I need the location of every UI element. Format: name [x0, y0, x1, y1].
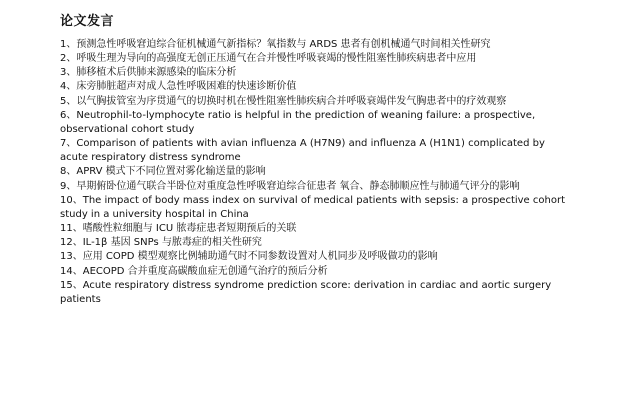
list-item: 1、预测急性呼吸窘迫综合征机械通气新指标？氧指数与 ARDS 患者有创机械通气时间相关性研究 [60, 39, 491, 50]
section-heading: 论文发言 [60, 14, 115, 29]
list-item: 5、以气胸拔管室为序贯通气的切换时机在慢性阻塞性肺疾病合并呼吸衰竭伴发气胸患者中的疗效观察 [60, 95, 507, 107]
list-item: 8、APRV 模式下不同位置对雾化输送量的影响 [60, 166, 266, 178]
list-item: 7、Comparison of patients with avian influenza A (H7N9) and influenza A (H1N1) complicated by acute respiratory distress syndrome [60, 138, 545, 164]
list-item: 15、Acute respiratory distress syndrome prediction score: derivation in cardiac and aortic surgery patients [60, 279, 552, 305]
paper-list [60, 38, 565, 307]
list-item: 11、嗜酸性粒细胞与 ICU 脓毒症患者短期预后的关联 [60, 223, 297, 235]
list-item: 4、床旁肺脏超声对成人急性呼吸困难的快速诊断价值 [60, 81, 297, 93]
list-item: 10、The impact of body mass index on survival of medical patients with sepsis: a prospective cohort study in a university hospital in China [60, 194, 565, 220]
list-item: 2、呼吸生理为导向的高强度无创正压通气在合并慢性呼吸衰竭的慢性阻塞性肺疾病患者中应用 [60, 53, 477, 65]
list-item: 12、IL-1β 基因 SNPs 与脓毒症的相关性研究 [60, 237, 262, 249]
list-item: 13、应用 COPD 模型观察比例辅助通气时不同参数设置对人机同步及呼吸做功的影响 [60, 251, 438, 263]
list-item: 6、Neutrophil-to-lymphocyte ratio is helpful in the prediction of weaning failure: a prospective, observational cohort study [60, 109, 536, 135]
list-item: 3、肺移植术后供肺来源感染的临床分析 [60, 67, 237, 79]
list-item: 14、AECOPD 合并重度高碳酸血症无创通气治疗的预后分析 [60, 265, 328, 277]
list-item: 9、早期俯卧位通气联合半卧位对重度急性呼吸窘迫综合征患者 氧合、静态肺顺应性与肺通气评分的影响 [60, 180, 520, 192]
